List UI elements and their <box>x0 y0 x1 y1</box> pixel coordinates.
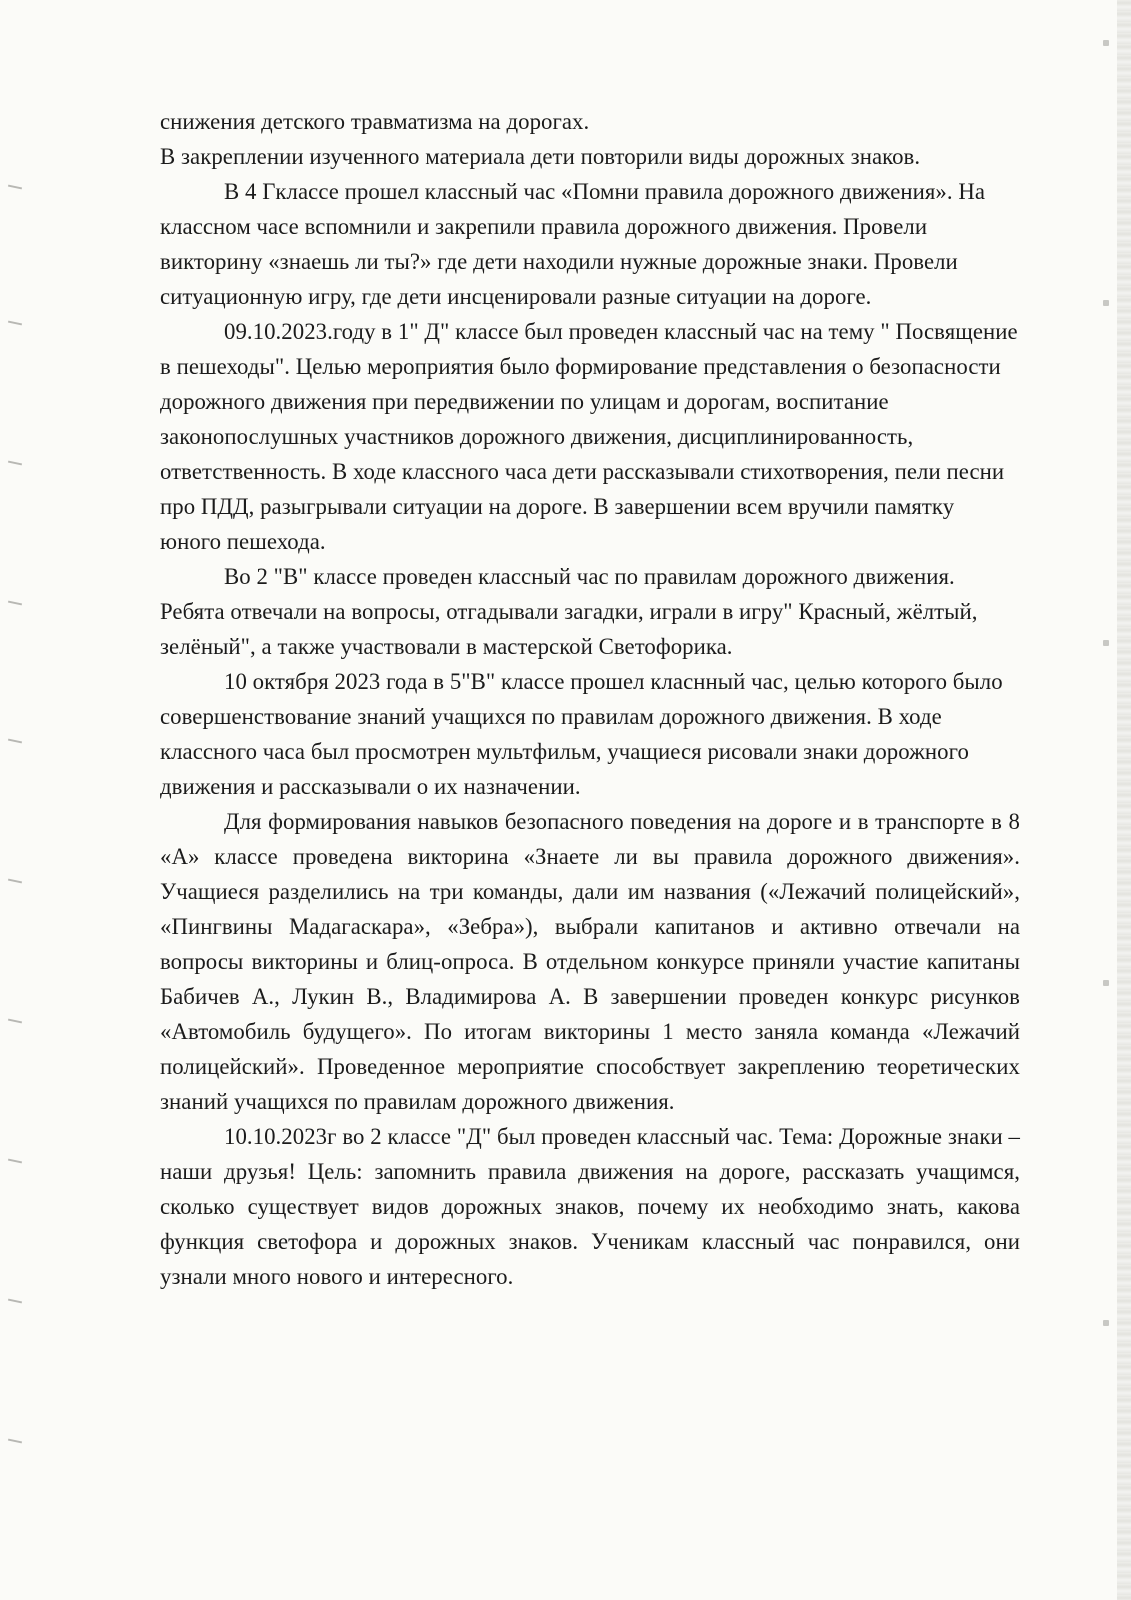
margin-mark <box>8 185 22 190</box>
scan-dot <box>1103 300 1109 306</box>
paragraph: В закреплении изученного материала дети повторили виды дорожных знаков. <box>160 144 921 169</box>
margin-mark <box>8 1299 22 1304</box>
paragraph: Во 2 "В" классе проведен классный час по правилам дорожного движения. Ребята отвечали на вопросы, отгадывали загадки, играли в игру" Красный, жёлтый, зелёный", а также участвовали в мастерской Светофорика. <box>160 564 978 659</box>
scan-dot <box>1103 1320 1109 1326</box>
paragraph: В 4 Гклассе прошел классный час «Помни правила дорожного движения». На классном часе вспомнили и закрепили правила дорожного движения. Провели викторину «знаешь ли ты?» где дети находили нужные дорожные знаки. Провели ситуационную игру, где дети инсценировали разные ситуации на дороге. <box>160 179 986 309</box>
scan-dot <box>1103 640 1109 646</box>
scan-dot <box>1103 40 1109 46</box>
document-body <box>160 104 1020 1294</box>
margin-mark <box>8 1019 22 1024</box>
paragraph: 09.10.2023.году в 1" Д" классе был проведен классный час на тему " Посвящение в пешеходы". Целью мероприятия было формирование представления о безопасности дорожного движения при передвижении по улицам и дорогам, воспитание законопослушных участников дорожного движения, дисциплинированность, ответственность. В ходе классного часа дети рассказывали стихотворения, пели песни про ПДД, разыгрывали ситуации на дороге. В завершении всем вручили памятку юного пешехода. <box>160 319 1018 554</box>
margin-mark <box>8 461 22 466</box>
margin-mark <box>8 879 22 884</box>
paragraph: 10 октября 2023 года в 5"В" классе прошел класнный час, целью которого было совершенствование знаний учащихся по правилам дорожного движения. В ходе классного часа был просмотрен мультфильм, учащиеся рисовали знаки дорожного движения и рассказывали о их назначении. <box>160 669 1003 799</box>
margin-mark <box>8 601 22 606</box>
paragraph: снижения детского травматизма на дорогах. <box>160 109 590 134</box>
margin-mark <box>8 321 22 326</box>
scan-edge-artifact <box>1117 0 1131 1600</box>
paragraph: 10.10.2023г во 2 классе "Д" был проведен классный час. Тема: Дорожные знаки – наши друзья! Цель: запомнить правила движения на дороге, рассказать учащимся, сколько существует видов дорожных знаков, почему их необходимо знать, какова функция светофора и дорожных знаков. Ученикам классный час понравился, они узнали много нового и интересного. <box>160 1124 1020 1289</box>
margin-mark <box>8 739 22 744</box>
scan-dot <box>1103 980 1109 986</box>
paragraph: Для формирования навыков безопасного поведения на дороге и в транспорте в 8 «А» классе проведена викторина «Знаете ли вы правила дорожного движения». Учащиеся разделились на три команды, дали им названия («Лежачий полицейский», «Пингвины Мадагаскара», «Зебра»), выбрали капитанов и активно отвечали на вопросы викторины и блиц-опроса. В отдельном конкурсе приняли участие капитаны Бабичев А., Лукин В., Владимирова А. В завершении проведен конкурс рисунков «Автомобиль будущего». По итогам викторины 1 место заняла команда «Лежачий полицейский». Проведенное мероприятие способствует закреплению теоретических знаний учащихся по правилам дорожного движения. <box>160 809 1020 1114</box>
margin-mark <box>8 1439 22 1444</box>
margin-mark <box>8 1159 22 1164</box>
